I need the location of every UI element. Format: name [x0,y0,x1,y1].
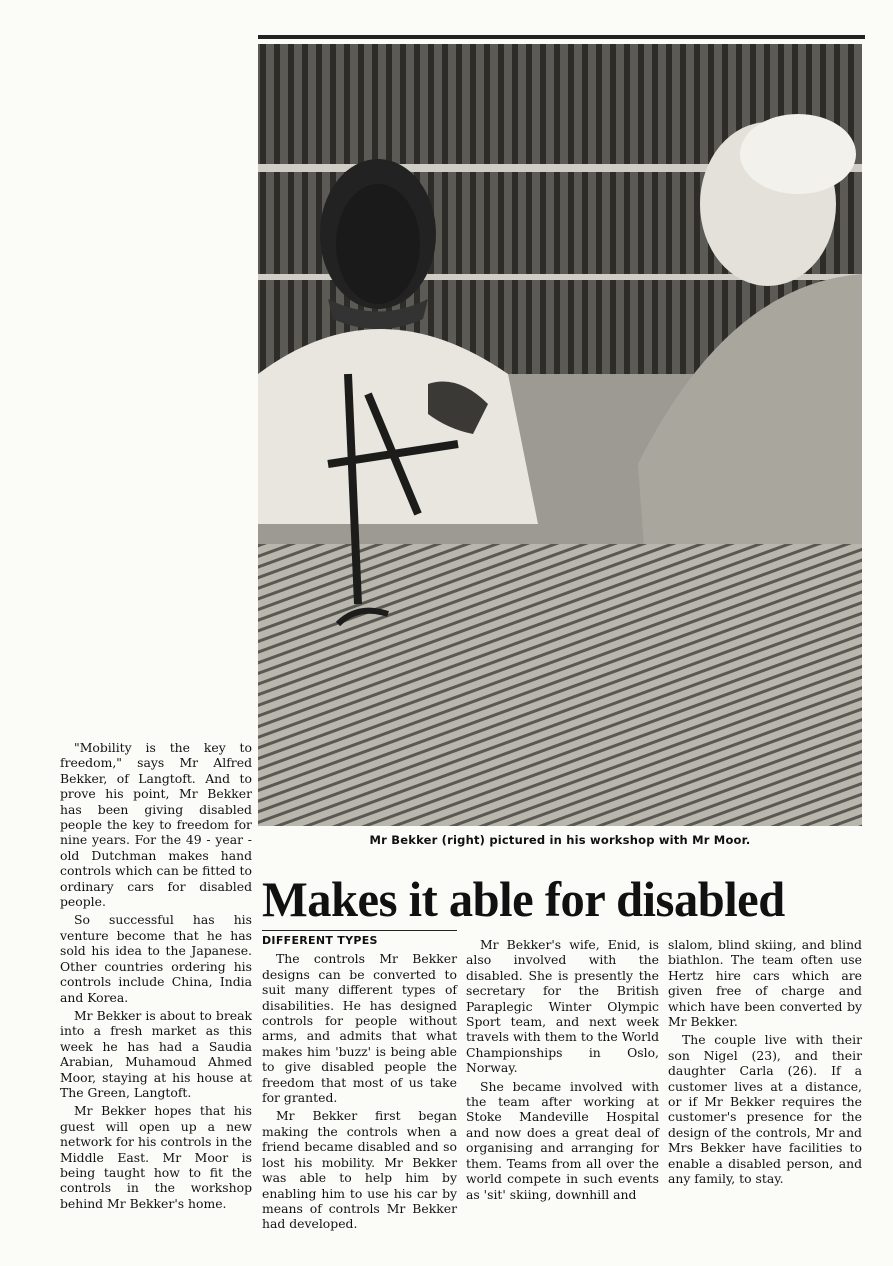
photo-caption: Mr Bekker (right) pictured in his workshop with Mr Moor. [369,833,751,847]
article-intro-column [60,740,252,1214]
paragraph: slalom, blind skiing, and blind biathlon. The team often use Hertz hire cars which are given free of charge and which have been converted by Mr Bekker. [668,937,862,1030]
paragraph: Mr Bekker hopes that his guest will open up a new network for his controls in the Middle East. Mr Moor is being taught how to fit the controls in the workshop behind Mr Bekker's home. [60,1103,252,1211]
paragraph: Mr Bekker first began making the controls when a friend became disabled and so lost his mobility. Mr Bekker was able to help him by enabling him to use his car by means of controls Mr Bekker had developed. [262,1108,457,1232]
headline: Makes it able for disabled [262,871,785,927]
photo [258,44,862,826]
article-column-4 [668,937,862,1190]
article-column-2 [262,930,457,1235]
workshop-photo-illustration [258,44,862,826]
paragraph: So successful has his venture become that he has sold his idea to the Japanese. Other countries ordering his controls include China, India and Korea. [60,912,252,1005]
paragraph: Mr Bekker is about to break into a fresh market as this week he has had a Saudia Arabian, Muhamoud Ahmed Moor, staying at his house at The Green, Langtoft. [60,1007,252,1100]
paragraph: The controls Mr Bekker designs can be converted to suit many different types of disabilities. He has designed controls for people without arms, and admits that what makes him 'buzz' is being able to give disabled people the freedom that most of us take for granted. [262,951,457,1106]
paragraph: Mr Bekker's wife, Enid, is also involved with the disabled. She is presently the secretary for the British Paraplegic Winter Olympic Sport team, and next week travels with them to the World Championships in Oslo, Norway. [466,937,659,1076]
paragraph: The couple live with their son Nigel (23), and their daughter Carla (26). If a customer lives at a distance, or if Mr Bekker requires the customer's presence for the design of the controls, Mr and Mrs Bekker have facilities to enable a disabled person, and any family, to stay. [668,1032,862,1187]
top-rule [258,35,865,39]
paragraph: She became involved with the team after working at Stoke Mandeville Hospital and now does a great deal of organising and arranging for them. Teams from all over the world compete in such events as 'sit' skiing, downhill and [466,1078,659,1202]
paragraph: "Mobility is the key to freedom," says Mr Alfred Bekker, of Langtoft. And to prove his point, Mr Bekker has been giving disabled people the key to freedom for nine years. For the 49 - year - old Dutchman makes hand controls which can be fitted to ordinary cars for disabled people. [60,740,252,910]
subhead: DIFFERENT TYPES [262,930,457,948]
article-column-3 [466,937,659,1205]
